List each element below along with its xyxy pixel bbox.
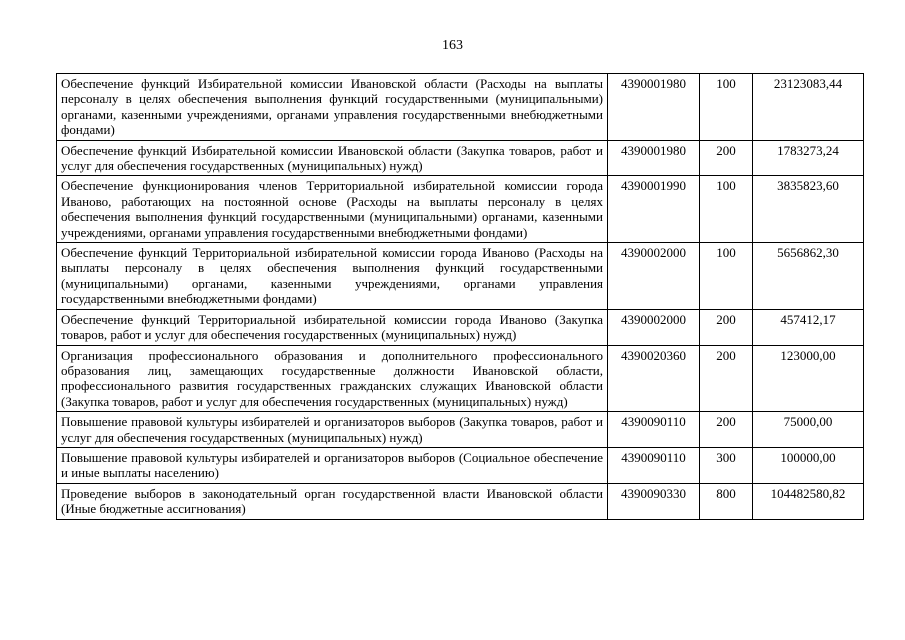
- row-amount: 5656862,30: [753, 243, 864, 310]
- table-row: [57, 74, 864, 141]
- table-row: [57, 483, 864, 519]
- row-target-code: 4390002000: [608, 243, 700, 310]
- row-description: Проведение выборов в законодательный орган государственной власти Ивановской области (Иные бюджетные ассигнования): [57, 483, 608, 519]
- row-description: Обеспечение функций Избирательной комиссии Ивановской области (Расходы на выплаты персоналу в целях обеспечения выполнения функций государственными (муниципальными) органами, казенными учреждениями, органами управления государственными внебюджетными фондами): [57, 74, 608, 141]
- row-target-code: 4390001980: [608, 74, 700, 141]
- row-description: Обеспечение функционирования членов Территориальной избирательной комиссии города Иваново, работающих на постоянной основе (Расходы на выплаты персоналу в целях обеспечения выполнения функций государственными (муниципальными) органами, казенными учреждениями, органами управления государственными внебюджетными фондами): [57, 176, 608, 243]
- row-target-code: 4390001990: [608, 176, 700, 243]
- row-expense-type: 800: [700, 483, 753, 519]
- table-row: [57, 176, 864, 243]
- row-amount: 3835823,60: [753, 176, 864, 243]
- row-target-code: 4390090330: [608, 483, 700, 519]
- table-row: [57, 345, 864, 412]
- row-expense-type: 200: [700, 412, 753, 448]
- row-amount: 104482580,82: [753, 483, 864, 519]
- row-amount: 75000,00: [753, 412, 864, 448]
- row-amount: 457412,17: [753, 309, 864, 345]
- row-expense-type: 200: [700, 345, 753, 412]
- table-row: [57, 412, 864, 448]
- row-expense-type: 300: [700, 447, 753, 483]
- row-expense-type: 200: [700, 309, 753, 345]
- row-target-code: 4390002000: [608, 309, 700, 345]
- row-expense-type: 100: [700, 243, 753, 310]
- row-target-code: 4390090110: [608, 447, 700, 483]
- row-description: Повышение правовой культуры избирателей и организаторов выборов (Закупка товаров, работ и услуг для обеспечения государственных (муниципальных) нужд): [57, 412, 608, 448]
- page-number: 163: [442, 38, 463, 53]
- row-expense-type: 100: [700, 176, 753, 243]
- row-target-code: 4390020360: [608, 345, 700, 412]
- row-expense-type: 200: [700, 140, 753, 176]
- row-amount: 100000,00: [753, 447, 864, 483]
- table-row: [57, 243, 864, 310]
- row-description: Обеспечение функций Избирательной комиссии Ивановской области (Закупка товаров, работ и услуг для обеспечения государственных (муниципальных) нужд): [57, 140, 608, 176]
- budget-table: [56, 73, 864, 520]
- row-amount: 23123083,44: [753, 74, 864, 141]
- row-description: Организация профессионального образования и дополнительного профессионального образования лиц, замещающих государственные должности Ивановской области, профессионального развития государственных гражданских служащих Ивановской области (Закупка товаров, работ и услуг для обеспечения государственных (муниципальных) нужд): [57, 345, 608, 412]
- table-row: [57, 140, 864, 176]
- row-target-code: 4390001980: [608, 140, 700, 176]
- row-amount: 1783273,24: [753, 140, 864, 176]
- row-description: Обеспечение функций Территориальной избирательной комиссии города Иваново (Закупка товаров, работ и услуг для обеспечения государственных (муниципальных) нужд): [57, 309, 608, 345]
- table-row: [57, 447, 864, 483]
- row-target-code: 4390090110: [608, 412, 700, 448]
- row-expense-type: 100: [700, 74, 753, 141]
- table-row: [57, 309, 864, 345]
- row-description: Повышение правовой культуры избирателей и организаторов выборов (Социальное обеспечение и иные выплаты населению): [57, 447, 608, 483]
- row-description: Обеспечение функций Территориальной избирательной комиссии города Иваново (Расходы на выплаты персоналу в целях обеспечения выполнения функций государственными (муниципальными) органами, казенными учреждениями, органами управления государственными внебюджетными фондами): [57, 243, 608, 310]
- row-amount: 123000,00: [753, 345, 864, 412]
